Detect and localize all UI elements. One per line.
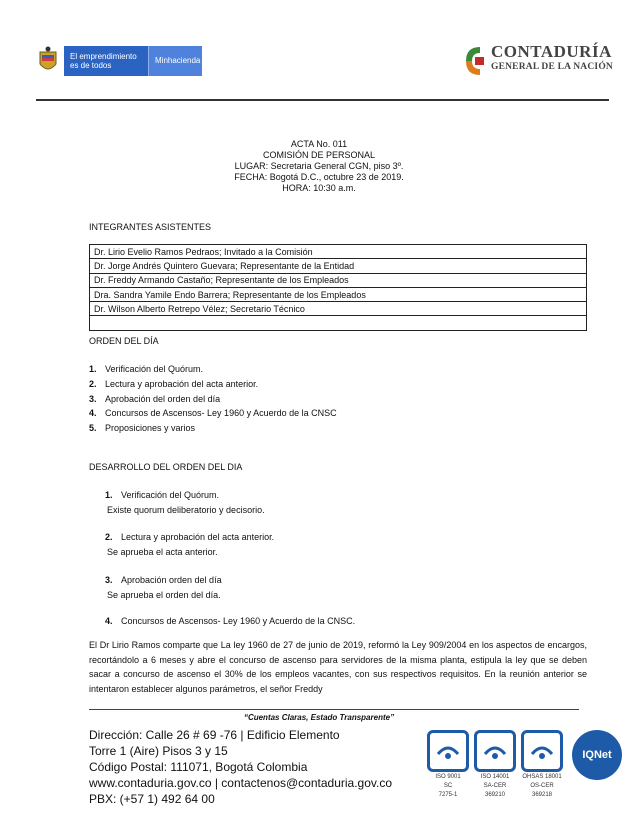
certifications [427, 730, 622, 799]
table-row: Dra. Sandra Yamile Endo Barrera; Representante de los Empleados [90, 287, 587, 301]
list-item: 2. Lectura y aprobación del acta anterior. [89, 378, 259, 389]
header-divider [36, 99, 609, 101]
iqnet-badge: IQNet [572, 730, 622, 780]
attendees-title: INTEGRANTES ASISTENTES [89, 222, 212, 232]
list-item: 1. Verificación del Quórum. [89, 364, 204, 374]
development-item: 1. Verificación del Quórum. Existe quorum deliberatorio y decisorio. [105, 490, 265, 515]
acta-time: HORA: 10:30 a.m. [282, 183, 356, 193]
acta-date: FECHA: Bogotá D.C., octubre 23 de 2019. [234, 172, 404, 182]
footer-contact-link[interactable]: www.contaduria.gov.co | contactenos@contaduria.gov.co [89, 776, 393, 790]
acta-place: LUGAR: Secretaria General CGN, piso 3º. [234, 161, 404, 171]
acta-committee: COMISIÓN DE PERSONAL [262, 150, 376, 160]
footer-phone: PBX: (+57 1) 492 64 00 [89, 792, 215, 806]
ministry-label: Minhacienda [148, 46, 202, 76]
acta-header [0, 139, 638, 194]
cert-iso9001-badge: ISO 9001 SC 7275-1 [427, 730, 469, 799]
development-item: 3. Aprobación orden del día Se aprueba el orden del día. [105, 575, 222, 600]
table-row [90, 316, 587, 330]
list-item: 5. Proposiciones y varios [89, 423, 196, 434]
gov-slogan: El emprendimiento es de todos [64, 46, 148, 76]
footer-divider [89, 709, 579, 710]
certificate-icon [482, 740, 508, 762]
certificate-icon [435, 740, 461, 762]
org-name: CONTADURÍA [491, 42, 612, 61]
certificate-icon [529, 740, 555, 762]
colombia-crest-icon [36, 46, 60, 76]
footer-motto: “Cuentas Claras, Estado Transparente” [243, 713, 395, 722]
table-row: Dr. Lirio Evelio Ramos Pedraos; Invitado a la Comisión [90, 245, 587, 259]
table-row: Dr. Jorge Andrés Quintero Guevara; Representante de la Entidad [90, 259, 587, 273]
table-row: Dr. Freddy Armando Castaño; Representante de los Empleados [90, 273, 587, 287]
cert-iso14001-badge: ISO 14001 SA-CER 369210 [474, 730, 516, 799]
org-subname: GENERAL DE LA NACIÓN [491, 62, 613, 72]
cgn-logo [462, 43, 613, 79]
development-title: DESARROLLO DEL ORDEN DEL DIA [89, 462, 243, 472]
acta-number: ACTA No. 011 [290, 139, 348, 149]
body-paragraph: El Dr Lirio Ramos comparte que La ley 1960 de 27 de junio de 2019, reformó la Ley 909/2004 en los aspectos de encargos, recortándolo a 6 meses y abre el concurso de ascenso para servidores de la misma planta, estipula la ley que se deben sacar a concurso de ascenso el 30% de los empleos vacantes, con sus respectivos requisitos. En la reunión anterior se intentaron establecer algunos parámetros, el señor Freddy [89, 640, 587, 694]
list-item: 3. Aprobación del orden del día [89, 393, 221, 404]
government-logo [36, 46, 202, 76]
footer-address: Dirección: Calle 26 # 69 -76 | Edificio Elemento Torre 1 (Aire) Pisos 3 y 15 Código Postal: 111071, Bogotá Colombia www.contaduria.gov.co | contactenos@contaduria.gov.co PBX: (+57 1) 492 64 00 [89, 728, 393, 806]
agenda-title: ORDEN DEL DÍA [89, 336, 159, 346]
development-item: 2. Lectura y aprobación del acta anterior. Se aprueba el acta anterior. [105, 532, 275, 557]
cert-ohsas-badge: OHSAS 18001 OS-CER 369218 [521, 730, 563, 799]
attendees-table [89, 244, 587, 331]
cgn-emblem-icon [462, 43, 488, 79]
agenda-list [89, 364, 337, 438]
list-item: 4. Concursos de Ascensos- Ley 1960 y Acuerdo de la CNSC [89, 408, 337, 419]
development-item: 4. Concursos de Ascensos- Ley 1960 y Acuerdo de la CNSC. [105, 616, 356, 626]
table-row: Dr. Wilson Alberto Retrepo Vélez; Secretario Técnico [90, 302, 587, 316]
